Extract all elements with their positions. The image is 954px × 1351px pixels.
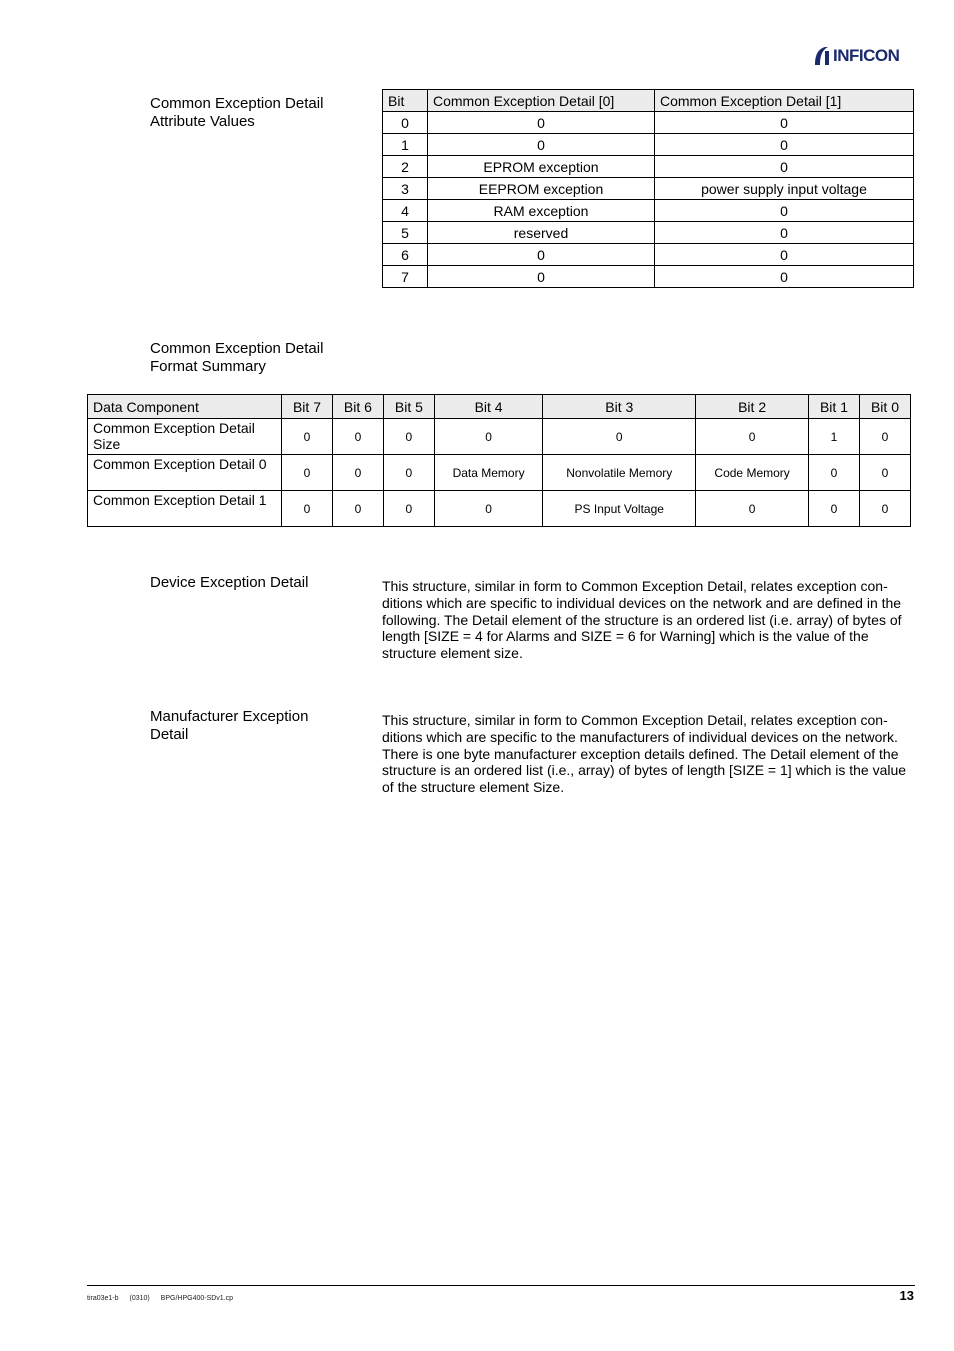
col-header-data-component: Data Component: [88, 395, 282, 419]
format-summary-heading: [150, 340, 323, 376]
table-cell: 0: [428, 244, 655, 266]
table-cell: 1: [809, 419, 860, 455]
table-cell: 0: [383, 112, 428, 134]
attr-values-heading-line2: Attribute Values: [150, 113, 255, 130]
format-summary-heading-line1: Common Exception Detail: [150, 340, 324, 357]
table-header-row: [383, 90, 914, 112]
table-cell: 0: [809, 491, 860, 527]
table-cell: 0: [859, 419, 910, 455]
attr-values-table: [382, 89, 914, 288]
table-header-row: [88, 395, 911, 419]
table-cell: 5: [383, 222, 428, 244]
row-label: Common Exception Detail 0: [88, 455, 282, 491]
footer-divider: [87, 1285, 915, 1286]
table-cell: 0: [859, 491, 910, 527]
table-cell: 0: [859, 455, 910, 491]
attr-values-heading-line1: Common Exception Detail: [150, 95, 324, 112]
format-summary-heading-line2: Format Summary: [150, 358, 266, 375]
footer-file: BPG/HPG400-SDv1.cp: [160, 1295, 234, 1302]
device-exception-heading: Device Exception Detail: [150, 574, 309, 591]
manufacturer-exception-heading: [150, 708, 308, 744]
table-cell: Code Memory: [696, 455, 809, 491]
col-header-bit-3: Bit 3: [543, 395, 696, 419]
row-label: Common Exception Detail Size: [88, 419, 282, 455]
col-header-bit-1: Bit 1: [809, 395, 860, 419]
table-cell: 1: [383, 134, 428, 156]
table-row: [383, 222, 914, 244]
format-summary-table: [87, 394, 911, 527]
col-header-bit-6: Bit 6: [332, 395, 383, 419]
table-row: [383, 178, 914, 200]
table-row: [88, 419, 911, 455]
table-cell: 0: [332, 491, 383, 527]
table-cell: 0: [383, 419, 434, 455]
table-cell: 0: [655, 266, 914, 288]
attr-values-heading: [150, 95, 323, 131]
table-row: [88, 491, 911, 527]
table-cell: EEPROM exception: [428, 178, 655, 200]
table-cell: Nonvolatile Memory: [543, 455, 696, 491]
table-cell: 0: [383, 491, 434, 527]
table-cell: 0: [655, 134, 914, 156]
table-cell: 0: [332, 455, 383, 491]
table-row: [383, 266, 914, 288]
manufacturer-exception-heading-line2: Detail: [150, 726, 189, 743]
table-cell: reserved: [428, 222, 655, 244]
table-row: [383, 200, 914, 222]
table-cell: 0: [696, 491, 809, 527]
table-cell: 0: [655, 156, 914, 178]
table-cell: 0: [383, 455, 434, 491]
table-cell: 0: [428, 134, 655, 156]
table-cell: 6: [383, 244, 428, 266]
table-cell: 0: [282, 491, 333, 527]
table-cell: Data Memory: [434, 455, 542, 491]
table-cell: power supply input voltage: [655, 178, 914, 200]
table-cell: PS Input Voltage: [543, 491, 696, 527]
table-cell: 0: [428, 266, 655, 288]
table-cell: 0: [282, 419, 333, 455]
col-header-bit: Bit: [383, 90, 428, 112]
footer-doc-info: [87, 1294, 242, 1303]
col-header-bit-7: Bit 7: [282, 395, 333, 419]
logo-text: INFICON: [833, 46, 900, 65]
row-label: Common Exception Detail 1: [88, 491, 282, 527]
table-cell: 0: [655, 222, 914, 244]
table-cell: 0: [434, 491, 542, 527]
device-exception-body: This structure, similar in form to Common Exception Detail, relates exception con-ditions which are specific to individual devices on the network and are defined in the following. The Detail element of the structure is an ordered list (i.e. array) of bytes of length [SIZE = 4 for Alarms and SIZE = 6 for Warning] which is the value of the structure element size.: [382, 578, 902, 662]
table-row: [383, 112, 914, 134]
col-header-detail-1: Common Exception Detail [1]: [655, 90, 914, 112]
table-cell: 0: [282, 455, 333, 491]
table-cell: 0: [809, 455, 860, 491]
table-cell: 0: [543, 419, 696, 455]
footer-doc-id: tira03e1-b: [87, 1295, 119, 1302]
manufacturer-exception-body: This structure, similar in form to Common Exception Detail, relates exception con-ditions which are specific to the manufacturers of individual devices on the network. There is one byte manufacturer exception details defined. The Detail element of the structure is an ordered list (i.e., array) of bytes of length [SIZE = 1] which is the value of the structure element Size.: [382, 712, 907, 796]
table-row: [88, 455, 911, 491]
table-cell: 0: [655, 112, 914, 134]
col-header-bit-5: Bit 5: [383, 395, 434, 419]
table-row: [383, 156, 914, 178]
inficon-logo: [812, 44, 916, 68]
footer-date-code: (0310): [129, 1295, 150, 1302]
table-cell: 3: [383, 178, 428, 200]
manufacturer-exception-heading-line1: Manufacturer Exception: [150, 708, 309, 725]
inficon-logo-icon: [812, 45, 832, 67]
col-header-bit-2: Bit 2: [696, 395, 809, 419]
table-cell: 2: [383, 156, 428, 178]
col-header-bit-4: Bit 4: [434, 395, 542, 419]
table-row: [383, 244, 914, 266]
table-cell: 0: [434, 419, 542, 455]
col-header-detail-0: Common Exception Detail [0]: [428, 90, 655, 112]
table-cell: 0: [655, 200, 914, 222]
col-header-bit-0: Bit 0: [859, 395, 910, 419]
table-cell: 0: [428, 112, 655, 134]
table-row: [383, 134, 914, 156]
table-cell: 0: [696, 419, 809, 455]
table-cell: 0: [332, 419, 383, 455]
page-number: 13: [899, 1288, 914, 1303]
table-cell: EPROM exception: [428, 156, 655, 178]
table-cell: 7: [383, 266, 428, 288]
table-cell: RAM exception: [428, 200, 655, 222]
table-cell: 4: [383, 200, 428, 222]
table-cell: 0: [655, 244, 914, 266]
